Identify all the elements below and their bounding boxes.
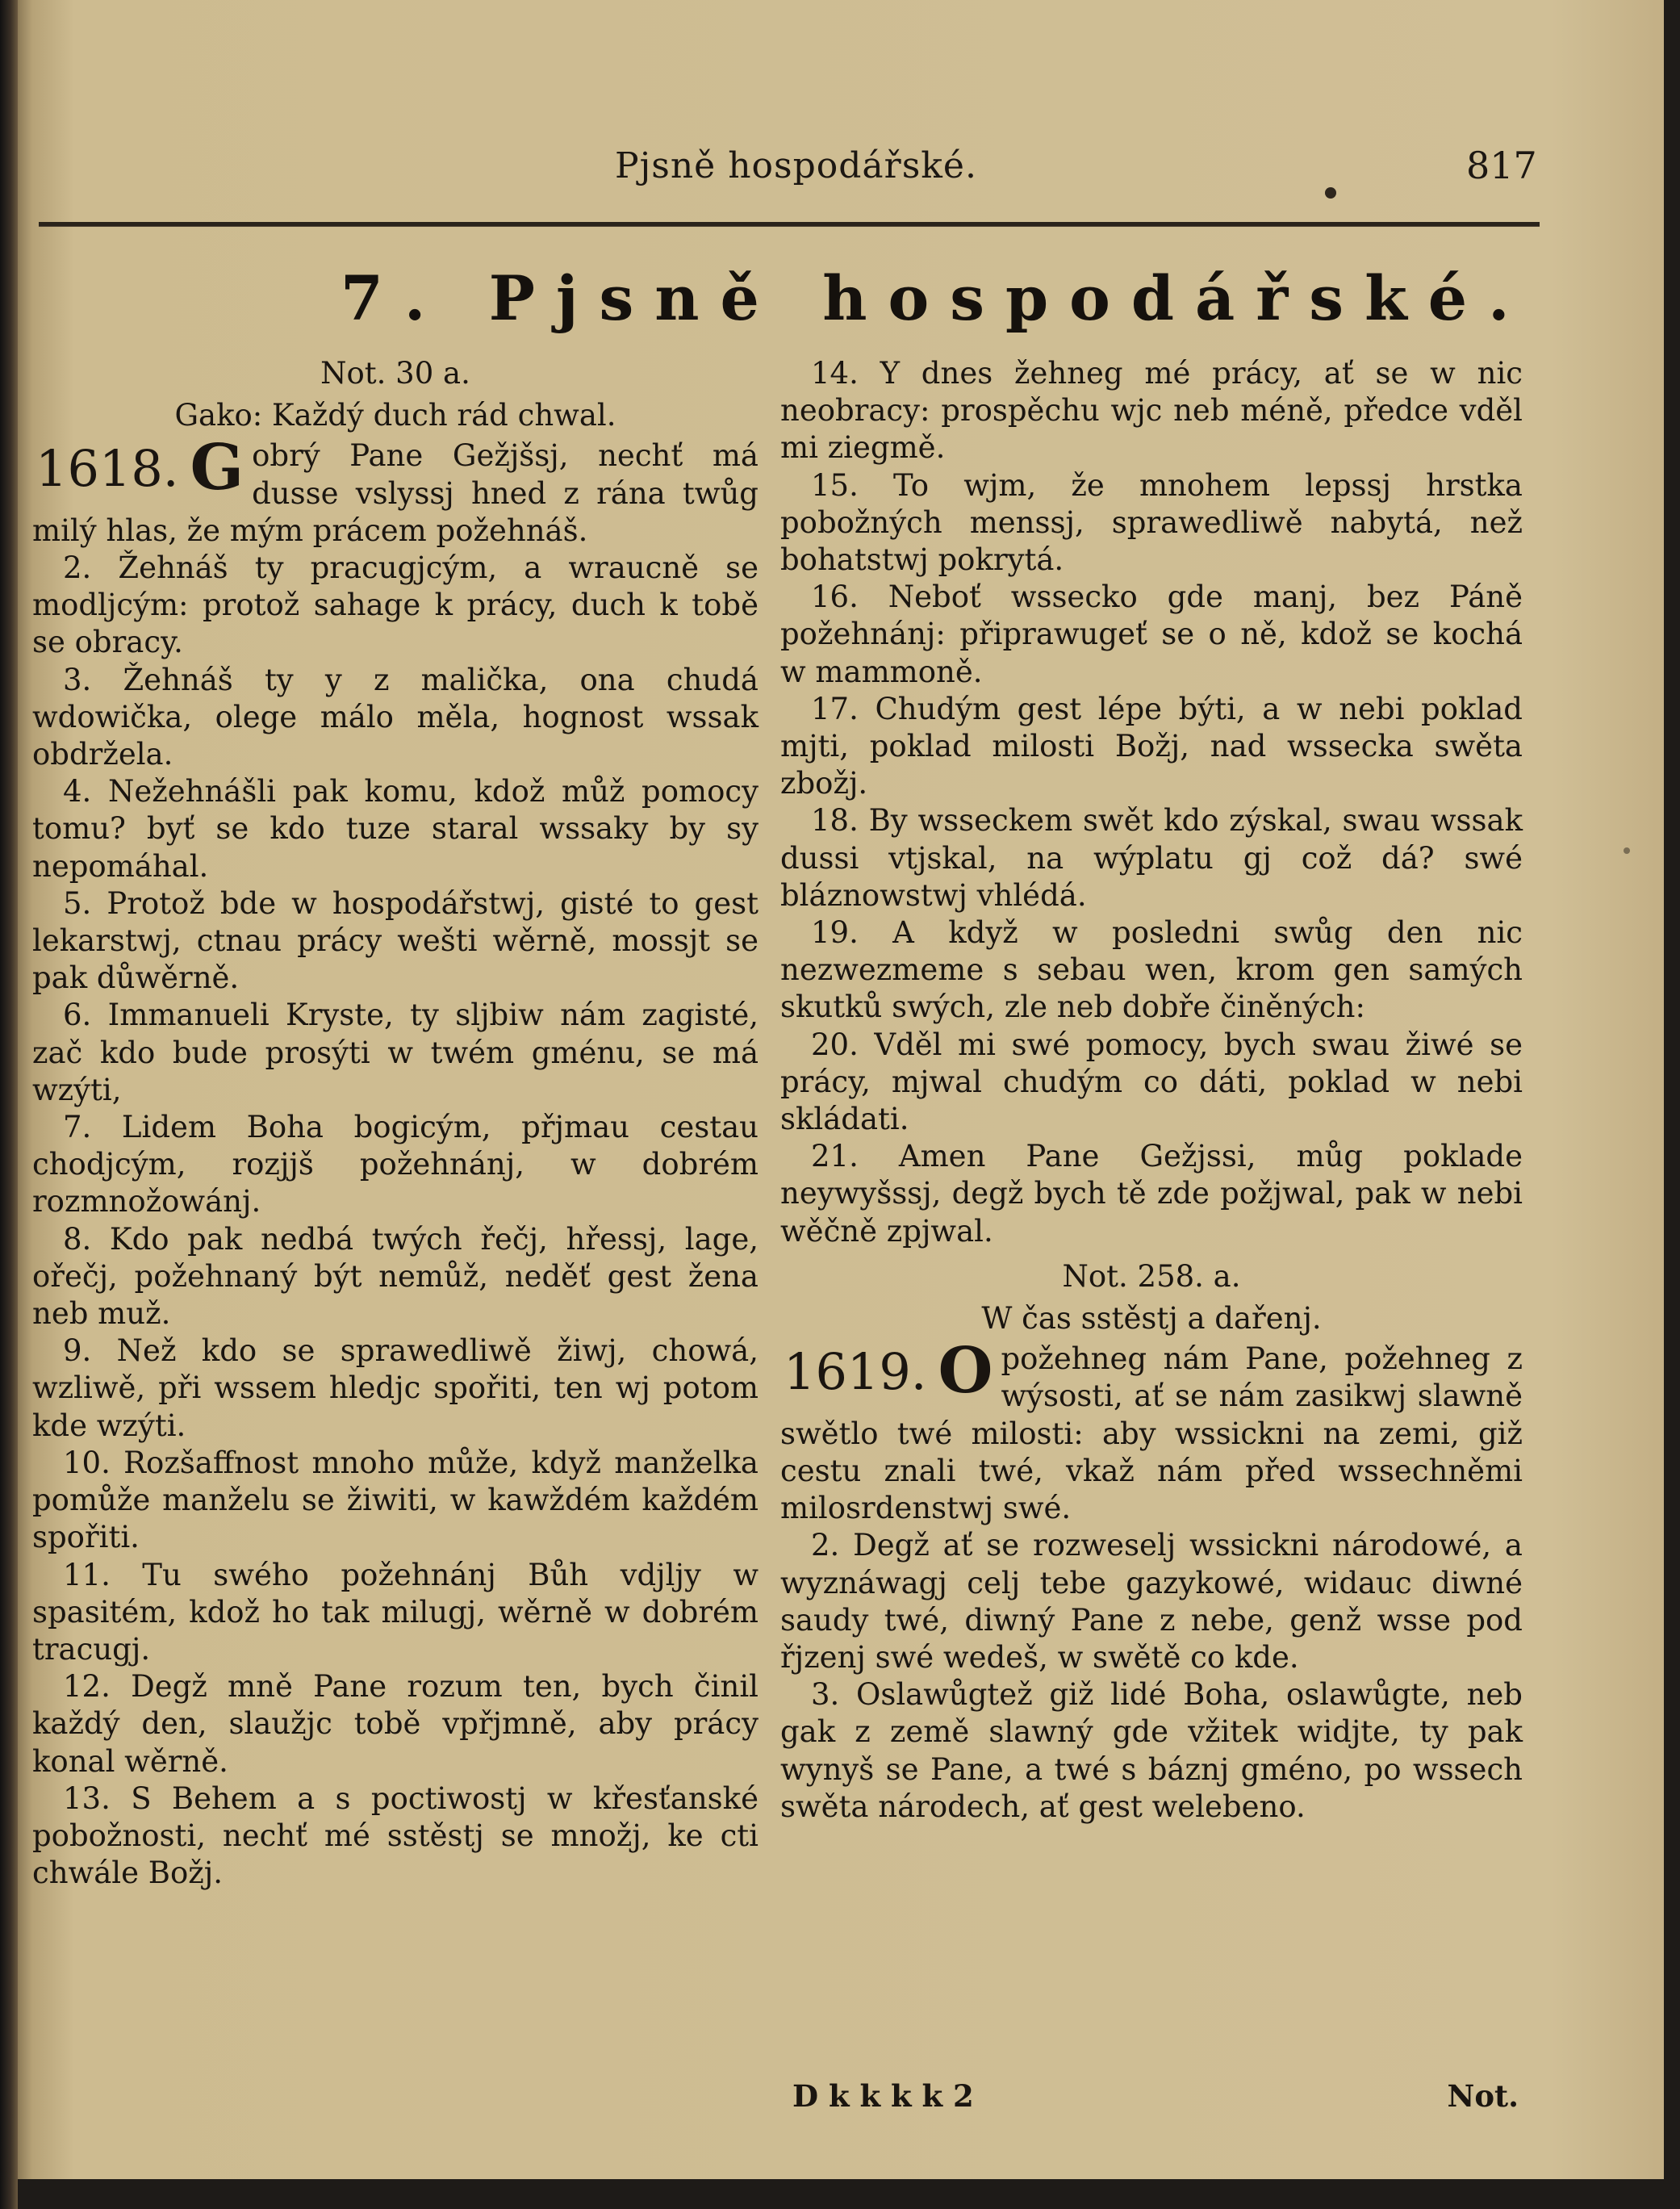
ink-spot xyxy=(1325,187,1336,199)
verse: 7. Lidem Boha bogicým, přjmau cestau chodjcým, rozjjš požehnánj, w dobrém rozmnožowánj. xyxy=(32,1110,759,1220)
footer-line xyxy=(792,2078,1519,2114)
verse: 2. Degž ať se rozweselj wssickni národowé, a wyznáwagj celj tebe gazykowé, widauc diwné saudy twé, diwný Pane z nebe, genž wsse pod řjzenj swé wedeš, w swětě co kde. xyxy=(780,1528,1523,1675)
ink-spot xyxy=(1624,847,1630,854)
verse: 4. Nežehnášli pak komu, kdož můž pomocy tomu? byť se kdo tuze staral wssaky by sy nepomáhal. xyxy=(32,774,759,884)
hymn-1618-opening xyxy=(32,431,759,550)
verse: 13. S Behem a s poctiwostj w křesťanské pobožnosti, nechť mé sstěstj se množj, ke cti chwále Božj. xyxy=(32,1780,759,1891)
note-heading: Not. 30 a. xyxy=(320,356,470,391)
book-spine xyxy=(0,0,18,2209)
hymn-number: 1619. xyxy=(784,1342,927,1402)
right-column xyxy=(780,355,1523,1826)
verse: 15. To wjm, že mnohem lepssj hrstka pobožných menssj, sprawedliwě nabytá, než bohatstwj pokrytá. xyxy=(780,467,1523,578)
hymn-opening-text: obrý Pane Gežjšsj, nechť má dusse vslyssj hned z rána twůg milý hlas, že mým prácem požehnáš. xyxy=(32,438,759,548)
drop-initial: G xyxy=(190,431,244,505)
verse: 10. Rozšaffnost mnoho může, když manželka pomůže manželu se žiwiti, w kawždém každém spořiti. xyxy=(32,1445,759,1555)
verse: 11. Tu swého požehnánj Bůh vdjljy w spasitém, kdož ho tak milugj, wěrně w dobrém tracugj. xyxy=(32,1557,759,1667)
hymn-opening-text: požehneg nám Pane, požehneg z wýsosti, ať se nám zasikwj slawně swětlo twé milosti: aby wssickni na zemi, giž cestu znali twé, vkaž nám před wssechněmi milosrdenstwj swé. xyxy=(780,1341,1523,1526)
verse: 19. A když w posledni swůg den nic nezwezmeme s sebau wen, krom gen samých skutků swých, zle neb dobře činěných: xyxy=(780,915,1523,1025)
note-heading: Not. 258. a. xyxy=(1062,1258,1241,1294)
tune-line: W čas sstěstj a dařenj. xyxy=(981,1301,1322,1337)
tune-line: Gako: Každý duch rád chwal. xyxy=(174,398,616,433)
verse: 3. Žehnáš ty y z malička, ona chudá wdowička, olege málo měla, hognost wssak obdržela. xyxy=(32,662,759,772)
drop-initial: O xyxy=(938,1334,993,1408)
verse: 21. Amen Pane Gežjssi, můg poklade neywyšssj, degž bych tě zde požjwal, pak w nebi wěčně zpjwal. xyxy=(780,1139,1523,1249)
verse: 3. Oslawůgtež giž lidé Boha, oslawůgte, neb gak z země slawný gde vžitek widjte, ty pak wynyš se Pane, a twé s báznj gméno, po wssech swěta národech, ať gest welebeno. xyxy=(780,1677,1523,1824)
verse: 5. Protož bde w hospodářstwj, gisté to gest lekarstwj, ctnau prácy wešti wěrně, mossjt se pak důwěrně. xyxy=(32,885,759,996)
verse: 20. Vděl mi swé pomocy, bych swau žiwé se prácy, mjwal chudým co dáti, poklad w nebi skládati. xyxy=(780,1027,1523,1137)
verse: 2. Žehnáš ty pracugjcým, a wraucně se modljcým: protož sahage k prácy, duch k tobě se obracy. xyxy=(32,550,759,660)
running-title: Pjsně hospodářské. xyxy=(615,145,977,186)
left-column xyxy=(32,355,759,1892)
verse: 12. Degž mně Pane rozum ten, bych činil každý den, slaužjc tobě vpřjmně, aby prácy konal wěrně. xyxy=(32,1669,759,1779)
verse: 8. Kdo pak nedbá twých řečj, hřessj, lage, ořečj, požehnaný být nemůž, neděť gest žena neb muž. xyxy=(32,1221,759,1332)
verse: 9. Než kdo se sprawedliwě žiwj, chowá, wzliwě, při wssem hledjc spořiti, ten wj potom kde wzýti. xyxy=(32,1333,759,1443)
hymn-1619-opening xyxy=(780,1334,1523,1527)
verse: 14. Y dnes žehneg mé prácy, ať se w nic neobracy: prospěchu wjc neb méně, předce vděl mi ziegmě. xyxy=(780,356,1523,466)
verse: 17. Chudým gest lépe býti, a w nebi poklad mjti, poklad milosti Božj, nad wssecka swěta zbožj. xyxy=(780,691,1523,801)
verse-list xyxy=(32,550,759,1892)
catchword: Not. xyxy=(1447,2078,1519,2114)
header-rule xyxy=(39,222,1540,227)
verse: 6. Immanueli Kryste, ty sljbiw nám zagisté, zač kdo bude prosýti w twém gménu, se má wzýti, xyxy=(32,998,759,1107)
book-page xyxy=(18,0,1664,2179)
hymn-number: 1618. xyxy=(36,439,179,499)
verse: 16. Neboť wssecko gde manj, bez Páně požehnánj: připrawugeť se o ně, kdož se kochá w mammoně. xyxy=(780,579,1523,689)
signature-mark: D k k k k 2 xyxy=(792,2078,974,2114)
page-number: 817 xyxy=(1466,144,1537,187)
verse-list xyxy=(780,1527,1523,1826)
chapter-title: 7. Pjsně hospodářské. xyxy=(341,262,1531,334)
verse-list xyxy=(780,355,1523,1250)
verse: 18. By wsseckem swět kdo zýskal, swau wssak dussi vtjskal, na wýplatu gj což dá? swé bláznowstwj vhlédá. xyxy=(780,803,1523,913)
